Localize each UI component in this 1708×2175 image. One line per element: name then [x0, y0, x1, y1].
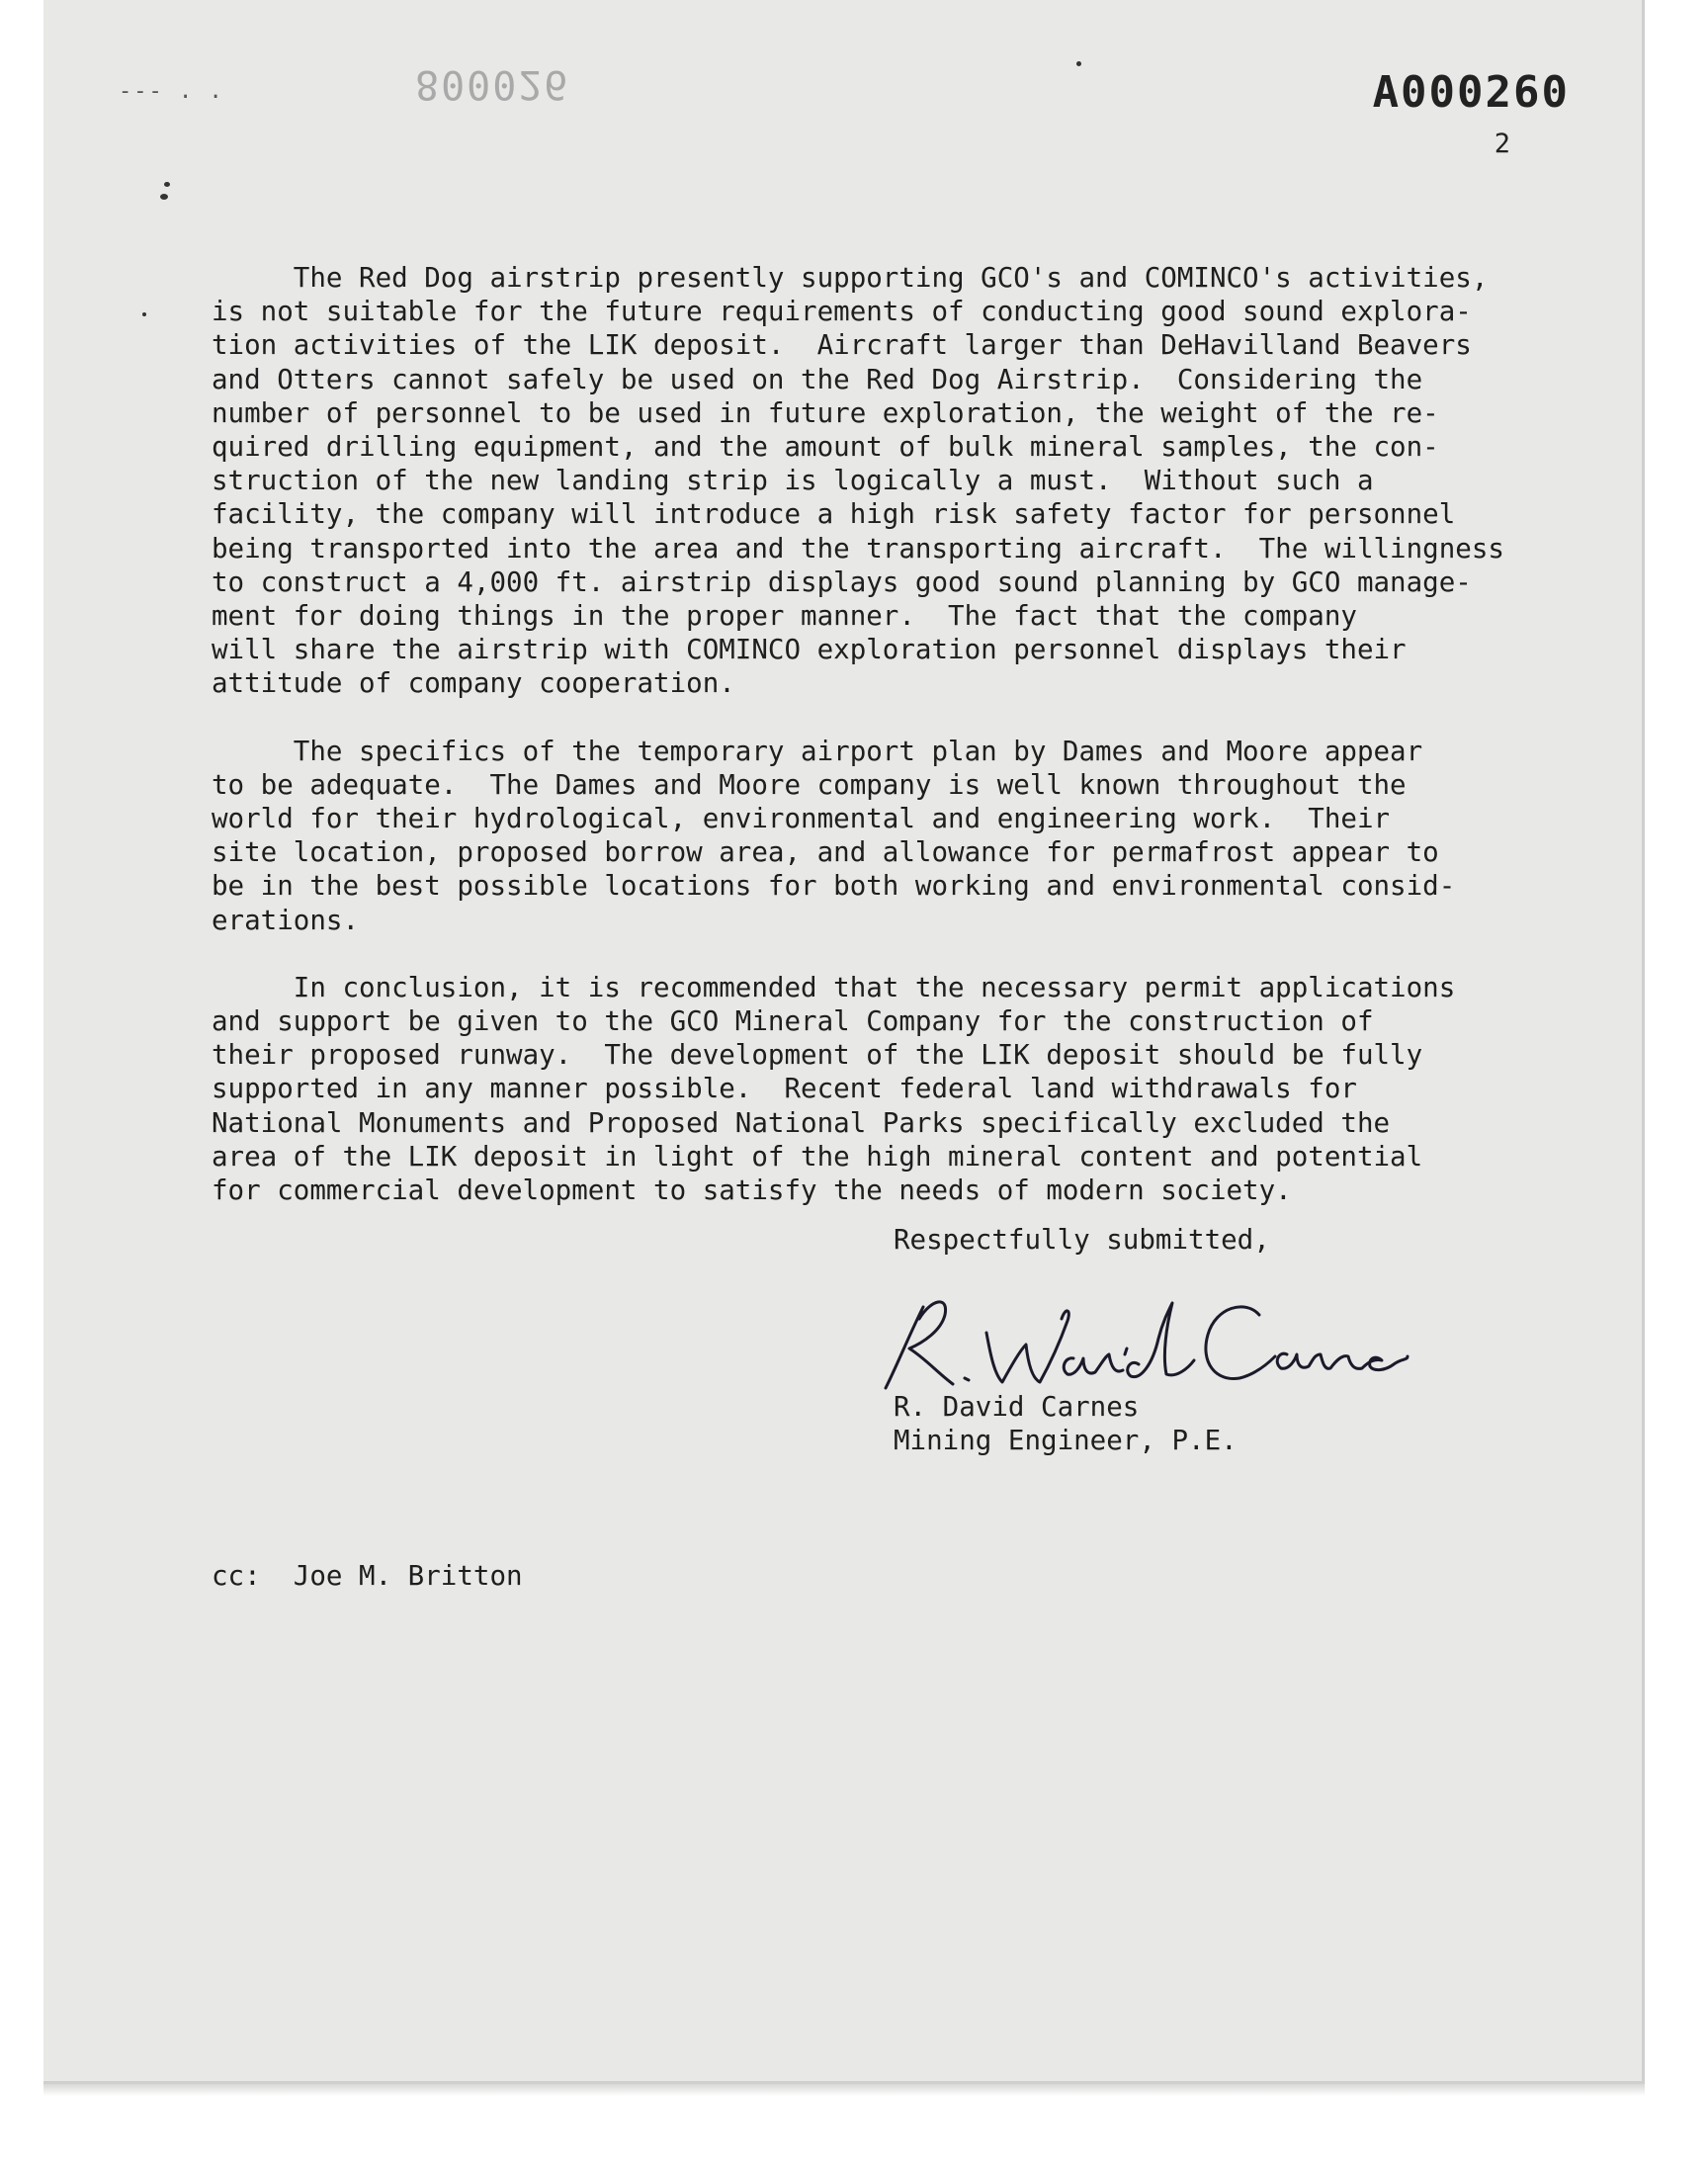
signer-block	[894, 1390, 1238, 1457]
document-number: A000260	[1372, 67, 1570, 118]
scan-marks: --- . .	[119, 79, 224, 104]
signer-name: R. David Carnes	[894, 1391, 1140, 1423]
handwritten-signature	[880, 1285, 1413, 1404]
scan-speck	[164, 182, 170, 187]
paragraph-airport-plan: The specifics of the temporary airport plan by Dames and Moore appear to be adequate. The Dames and Moore company is well known throughout the world for their hydrological, environmental and engineering work. Their site location, proposed borrow area, and allowance for permafrost appear to be in the best possible locations for both working and environmental consid- erations.	[212, 735, 1456, 936]
closing-salutation: Respectfully submitted,	[894, 1224, 1270, 1256]
paragraph-airstrip: The Red Dog airstrip presently supporting GCO's and COMINCO's activities, is not suitable for the future requirements of conducting good sound explora- tion activities of the LIK deposit. Aircraft larger than DeHavilland Beavers and Otters cannot safely be used on the Red Dog Airstrip. Considering the number of personnel to be used in future exploration, the weight of the re- quired drilling equipment, and the amount of bulk mineral samples, the con- struction of the new landing strip is logically a must. Without such a facility, the company will introduce a high risk safety factor for personnel being transported into the area and the transporting aircraft. The willingness to construct a 4,000 ft. airstrip displays good sound planning by GCO manage- ment for doing things in the proper manner. The fact that the company will share the airstrip with COMINCO exploration personnel displays their attitude of company cooperation.	[212, 262, 1504, 700]
mirror-stamp: 800026	[415, 61, 570, 107]
paragraph-conclusion: In conclusion, it is recommended that the necessary permit applications and support be given to the GCO Mineral Company for the construction of their proposed runway. The development of the LIK deposit should be fully supported in any manner possible. Recent federal land withdrawals for National Monuments and Proposed National Parks specifically excluded the area of the LIK deposit in light of the high mineral content and potential for commercial development to satisfy the needs of modern society.	[212, 971, 1456, 1207]
scan-speck	[160, 194, 168, 200]
page-number: 2	[1494, 129, 1510, 159]
page-shadow	[43, 2084, 1645, 2096]
scan-speck	[142, 312, 146, 316]
cc-line: cc: Joe M. Britton	[212, 1560, 523, 1592]
signer-title: Mining Engineer, P.E.	[894, 1425, 1238, 1456]
scan-speck	[1076, 61, 1081, 66]
letter-body	[212, 261, 1556, 1241]
